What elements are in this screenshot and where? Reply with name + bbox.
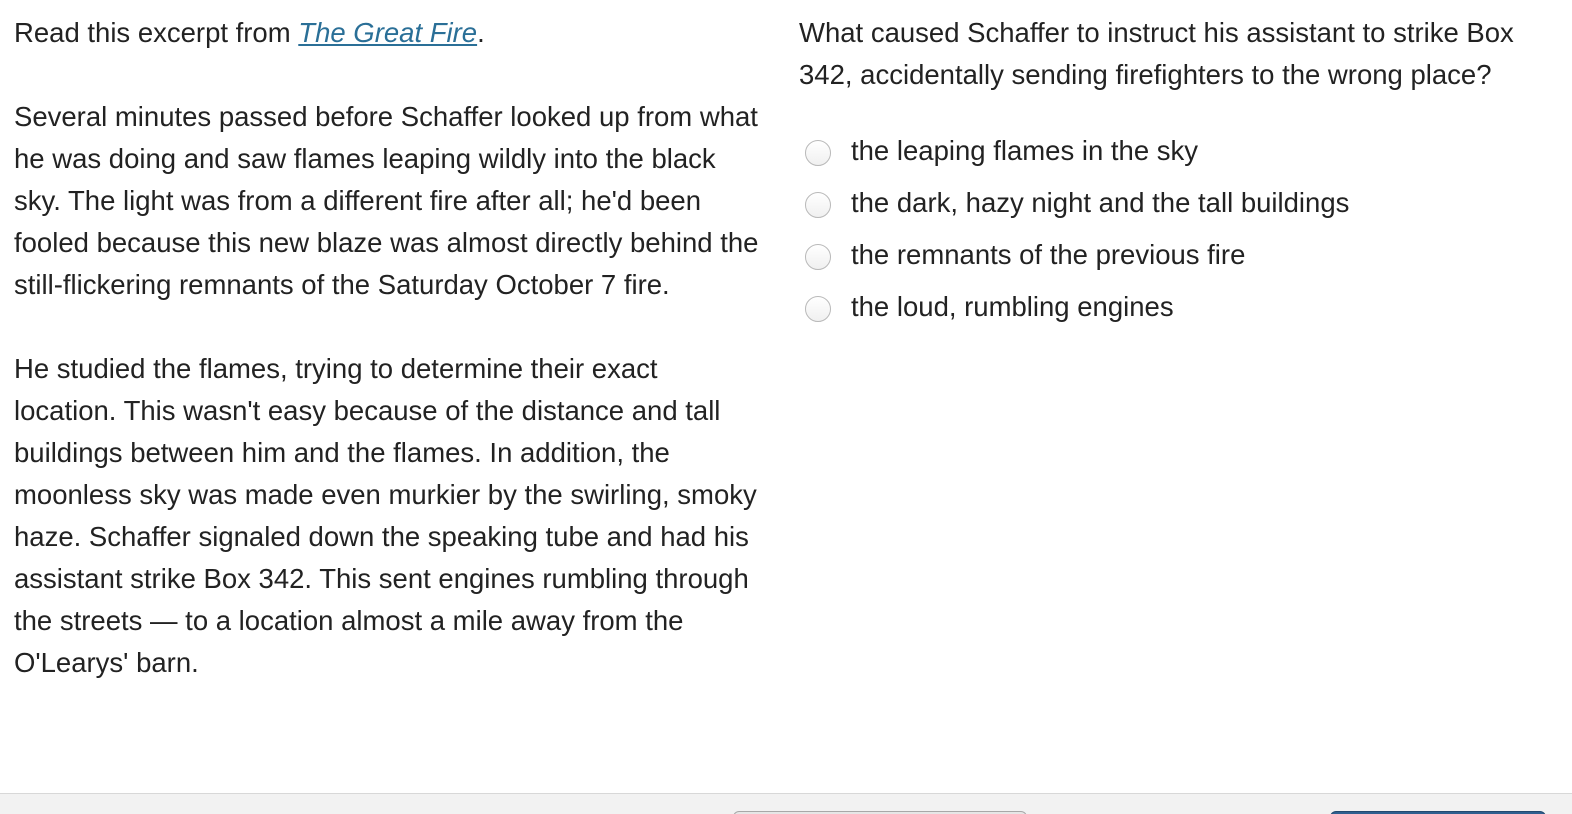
- passage-pane: [14, 12, 759, 726]
- passage-intro: [14, 12, 759, 54]
- footer-bar: [0, 793, 1572, 814]
- question-text: What caused Schaffer to instruct his assistant to strike Box 342, accidentally sending firefighters to the wrong place?: [799, 17, 1514, 90]
- radio-button-1[interactable]: [805, 140, 831, 166]
- radio-button-2[interactable]: [805, 192, 831, 218]
- passage-paragraph-2: He studied the flames, trying to determine their exact location. This wasn't easy because of the distance and tall buildings between him and the flames. In addition, the moonless sky was made even murkier by the swirling, smoky haze. Schaffer signaled down the speaking tube and had his assistant strike Box 342. This sent engines rumbling through the streets — to a location almost a mile away from the O'Learys' barn.: [14, 353, 757, 678]
- answer-choice-label: the loud, rumbling engines: [851, 291, 1174, 322]
- answer-choice-3[interactable]: [799, 229, 1551, 281]
- intro-prefix: Read this excerpt from: [14, 17, 299, 48]
- answer-choice-label: the dark, hazy night and the tall buildings: [851, 187, 1350, 218]
- answer-choice-label: the leaping flames in the sky: [851, 135, 1198, 166]
- answer-choice-4[interactable]: [799, 281, 1551, 333]
- radio-button-3[interactable]: [805, 244, 831, 270]
- answer-choice-label: the remnants of the previous fire: [851, 239, 1246, 270]
- intro-suffix: .: [477, 17, 485, 48]
- answer-choices: [799, 125, 1551, 333]
- answer-choice-2[interactable]: [799, 177, 1551, 229]
- answer-choice-1[interactable]: [799, 125, 1551, 177]
- source-title-link[interactable]: The Great Fire: [298, 17, 478, 48]
- passage-paragraph-1: Several minutes passed before Schaffer looked up from what he was doing and saw flames leaping wildly into the black sky. The light was from a different fire after all; he'd been fooled because this new blaze was almost directly behind the still-flickering remnants of the Saturday October 7 fire.: [14, 101, 759, 300]
- radio-button-4[interactable]: [805, 296, 831, 322]
- question-pane: [799, 12, 1551, 333]
